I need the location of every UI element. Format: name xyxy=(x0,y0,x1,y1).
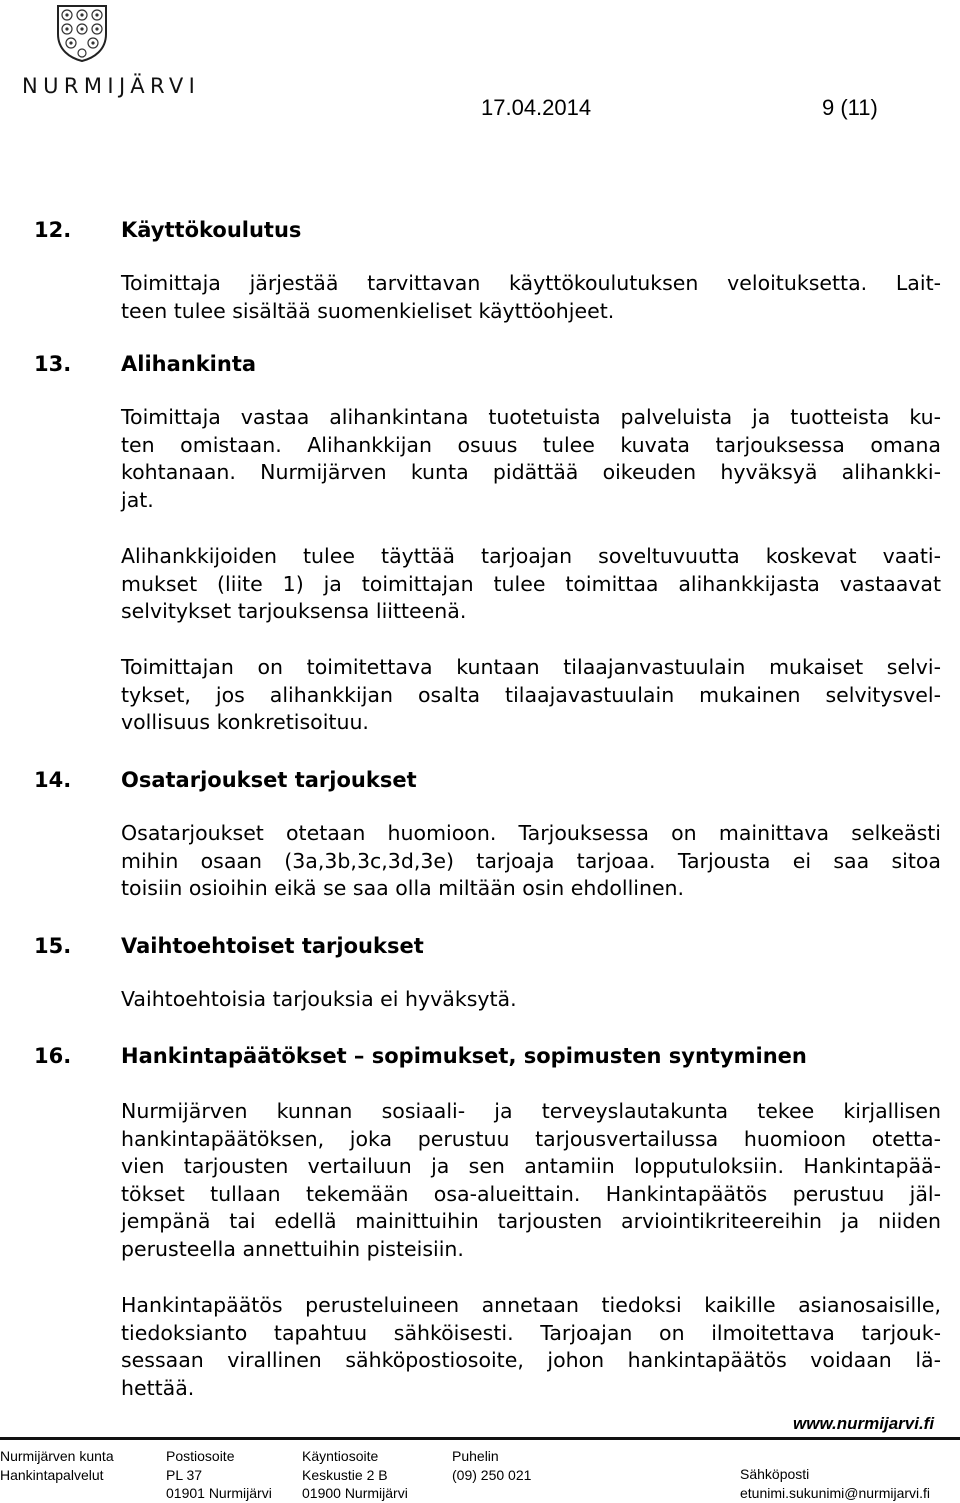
footer-text: Hankintapalvelut xyxy=(0,1466,104,1483)
footer-text: 01900 Nurmijärvi xyxy=(302,1485,408,1501)
section-number: 13. xyxy=(34,352,72,376)
logo-wordmark: NURMIJÄRVI xyxy=(22,74,201,98)
section-number: 14. xyxy=(34,768,72,792)
footer-divider xyxy=(0,1437,960,1440)
footer-phone xyxy=(452,1447,531,1484)
document-date: 17.04.2014 xyxy=(481,95,592,120)
text-line: Osatarjoukset otetaan huomioon. Tarjouksessa on mainittava selkeästi xyxy=(121,821,941,845)
page-number: 9 (11) xyxy=(822,95,878,120)
text-line: jempänä tai edellä mainittuihin tarjousten arviointikriteereihin ja niiden xyxy=(121,1209,941,1233)
footer-text: 01901 Nurmijärvi xyxy=(166,1485,272,1501)
footer-text: Nurmijärven kunta xyxy=(0,1448,114,1464)
footer-label: Puhelin xyxy=(452,1448,499,1464)
text-line: Toimittaja vastaa alihankintana tuotetuista palveluista ja tuotteista ku- xyxy=(121,405,941,429)
text-line: tiedoksianto tapahtuu sähköisesti. Tarjoajan on ilmoitettava tarjouk- xyxy=(121,1320,941,1345)
paragraph xyxy=(121,543,941,626)
paragraph xyxy=(121,1292,941,1402)
text-line: hankintapäätöksen, joka perustuu tarjousvertailussa huomioon otetta- xyxy=(121,1126,941,1151)
section-number: 16. xyxy=(34,1044,72,1068)
footer-visiting-address xyxy=(302,1447,408,1503)
section-title: Hankintapäätökset – sopimukset, sopimusten syntyminen xyxy=(121,1044,807,1068)
section-title: Osatarjoukset tarjoukset xyxy=(121,768,417,792)
text-line: perusteella annettuihin pisteisiin. xyxy=(121,1236,464,1261)
coat-of-arms-icon xyxy=(56,4,108,62)
section-title: Alihankinta xyxy=(121,352,257,376)
section-number: 12. xyxy=(34,218,72,242)
text-line: tykset, jos alihankkijan osalta tilaajavastuulain mukainen selvitysvel- xyxy=(121,682,941,707)
text-line: Alihankkijoiden tulee täyttää tarjoajan soveltuvuutta koskevat vaati- xyxy=(121,544,941,568)
text-line: hettää. xyxy=(121,1375,195,1400)
text-line: kohtanaan. Nurmijärven kunta pidättää oikeuden hyväksyä alihankki- xyxy=(121,460,941,484)
paragraph xyxy=(121,270,941,325)
text-line: tökset tullaan tekemään osa-alueittain. Hankintapäätös perustuu jäl- xyxy=(121,1181,941,1206)
nurmijarvi-logo xyxy=(22,4,250,104)
footer-organization xyxy=(0,1447,114,1484)
paragraph xyxy=(121,820,941,903)
section-title: Käyttökoulutus xyxy=(121,218,302,242)
text-line: toisiin osioihin eikä se saa olla miltään osin ehdollinen. xyxy=(121,876,685,900)
text-line: Hankintapäätös perusteluineen annetaan tiedoksi kaikille asianosaisille, xyxy=(121,1293,941,1317)
section-title: Vaihtoehtoiset tarjoukset xyxy=(121,934,424,958)
footer-label: Sähköposti xyxy=(740,1466,810,1482)
paragraph xyxy=(121,404,941,514)
text-line: Toimittajan on toimitettava kuntaan tilaajanvastuulain mukaiset selvi- xyxy=(121,655,941,679)
paragraph xyxy=(121,654,941,737)
text-line: vollisuus konkretisoituu. xyxy=(121,710,369,734)
text-line: vien tarjousten vertailuun ja sen antamiin lopputuloksiin. Hankintapää- xyxy=(121,1154,941,1178)
footer-label: Postiosoite xyxy=(166,1448,235,1464)
footer-text: Keskustie 2 B xyxy=(302,1466,388,1483)
text-line: mukset (liite 1) ja toimittajan tulee toimittaa alihankkijasta vastaavat xyxy=(121,571,941,596)
text-line: ten omistaan. Alihankkijan osuus tulee kuvata tarjouksessa omana xyxy=(121,432,941,457)
website-link[interactable]: www.nurmijarvi.fi xyxy=(793,1414,935,1433)
text-line: mihin osaan (3a,3b,3c,3d,3e) tarjoaja tarjoaa. Tarjousta ei saa sitoa xyxy=(121,848,941,873)
text-line: Nurmijärven kunnan sosiaali- ja terveyslautakunta tekee kirjallisen xyxy=(121,1099,941,1123)
footer-email xyxy=(740,1465,930,1502)
paragraph xyxy=(121,986,941,1014)
text-line: Vaihtoehtoisia tarjouksia ei hyväksytä. xyxy=(121,987,517,1011)
text-line: jat. xyxy=(121,487,154,512)
text-line: sessaan virallinen sähköpostiosoite, johon hankintapäätös voidaan lä- xyxy=(121,1348,941,1372)
footer-text: PL 37 xyxy=(166,1466,203,1483)
text-line: Toimittaja järjestää tarvittavan käyttökoulutuksen veloituksetta. Lait- xyxy=(121,271,941,295)
footer-label: Käyntiosoite xyxy=(302,1448,379,1464)
text-line: selvitykset tarjouksensa liitteenä. xyxy=(121,599,467,623)
footer-text: (09) 250 021 xyxy=(452,1466,532,1483)
section-number: 15. xyxy=(34,934,72,958)
footer-postal-address xyxy=(166,1447,272,1503)
email-link[interactable]: etunimi.sukunimi@nurmijarvi.fi xyxy=(740,1484,931,1501)
paragraph xyxy=(121,1098,941,1263)
text-line: teen tulee sisältää suomenkieliset käyttöohjeet. xyxy=(121,298,615,323)
